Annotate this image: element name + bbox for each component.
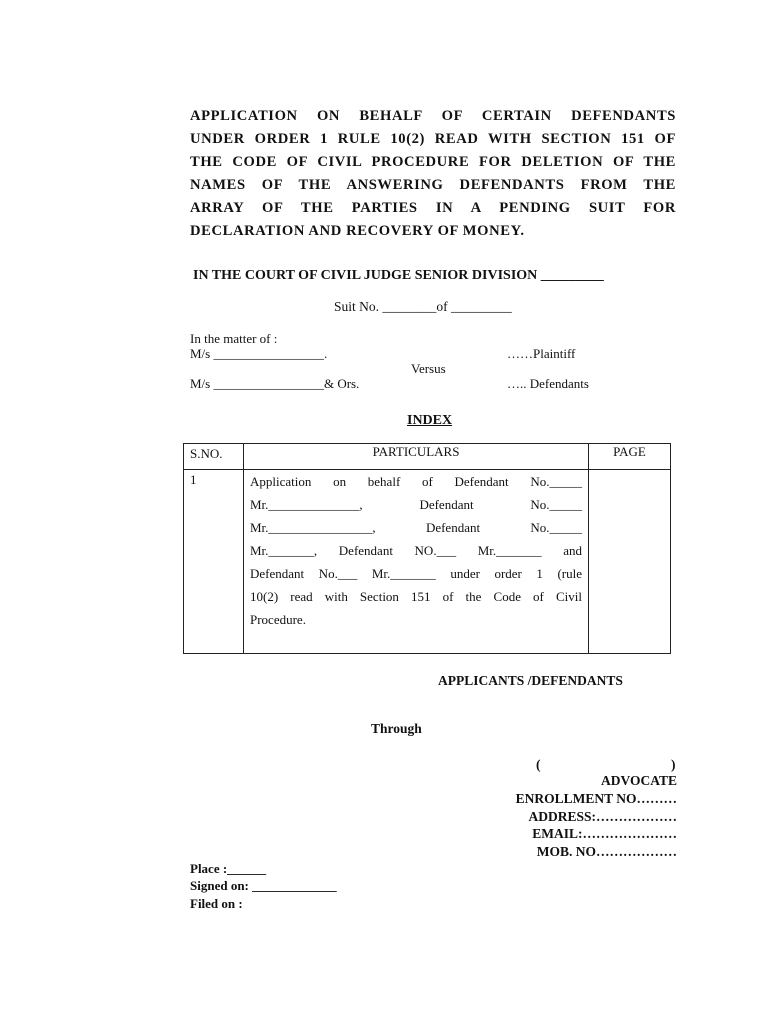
title-line: UNDER ORDER 1 RULE 10(2) READ WITH SECTION 151 OF	[190, 131, 676, 147]
paren-open: (	[536, 757, 541, 772]
row-sno: 1	[184, 470, 244, 654]
particulars-line: Defendant No.___ Mr._______ under order 1 (rule	[250, 566, 582, 581]
index-heading: INDEX	[407, 413, 453, 428]
signed-on-field: Signed on: _____________	[190, 878, 337, 893]
title-line: APPLICATION ON BEHALF OF CERTAIN DEFENDANTS	[190, 108, 676, 124]
place-field: Place :______	[190, 861, 267, 876]
title-line: DECLARATION AND RECOVERY OF MONEY.	[190, 223, 525, 239]
filed-on-field: Filed on :	[190, 896, 243, 911]
header-page: PAGE	[589, 444, 671, 470]
applicants-label: APPLICANTS /DEFENDANTS	[438, 673, 623, 688]
suit-number: Suit No. ________of _________	[334, 299, 512, 314]
plaintiff-name: M/s _________________.	[190, 346, 328, 361]
title-line: ARRAY OF THE PARTIES IN A PENDING SUIT FOR	[190, 200, 676, 216]
particulars-line: 10(2) read with Section 151 of the Code of Civil	[250, 589, 582, 604]
index-table	[183, 443, 671, 654]
address-field: ADDRESS:………………	[528, 809, 677, 824]
defendant-name: M/s _________________& Ors.	[190, 376, 360, 391]
defendant-role: ….. Defendants	[507, 376, 589, 391]
through-label: Through	[371, 721, 422, 736]
particulars-line: Mr.______________, Defendant No._____	[250, 497, 582, 512]
title-line: THE CODE OF CIVIL PROCEDURE FOR DELETION OF THE	[190, 154, 676, 170]
versus-label: Versus	[411, 361, 446, 376]
document-title	[190, 105, 676, 243]
plaintiff-role: ……Plaintiff	[507, 346, 576, 361]
particulars-line: Mr.________________, Defendant No._____	[250, 520, 582, 535]
paren-close: )	[671, 757, 676, 772]
title-line: NAMES OF THE ANSWERING DEFENDANTS FROM THE	[190, 177, 676, 193]
header-particulars: PARTICULARS	[244, 444, 589, 470]
enrollment-no: ENROLLMENT NO………	[515, 791, 677, 806]
email-field: EMAIL:…………………	[532, 826, 677, 841]
particulars-line: Mr._______, Defendant NO.___ Mr._______ and	[250, 543, 582, 558]
particulars-line: Application on behalf of Defendant No._____	[250, 474, 582, 489]
table-row	[184, 470, 671, 654]
matter-intro: In the matter of :	[190, 331, 278, 346]
court-heading: IN THE COURT OF CIVIL JUDGE SENIOR DIVISION _________	[193, 268, 604, 283]
mobile-no: MOB. NO………………	[536, 844, 677, 859]
particulars-line: Procedure.	[250, 612, 306, 627]
row-particulars	[244, 470, 589, 654]
row-page	[589, 470, 671, 654]
header-sno: S.NO.	[184, 444, 244, 470]
table-header-row	[184, 444, 671, 470]
advocate-label: ADVOCATE	[601, 773, 677, 788]
